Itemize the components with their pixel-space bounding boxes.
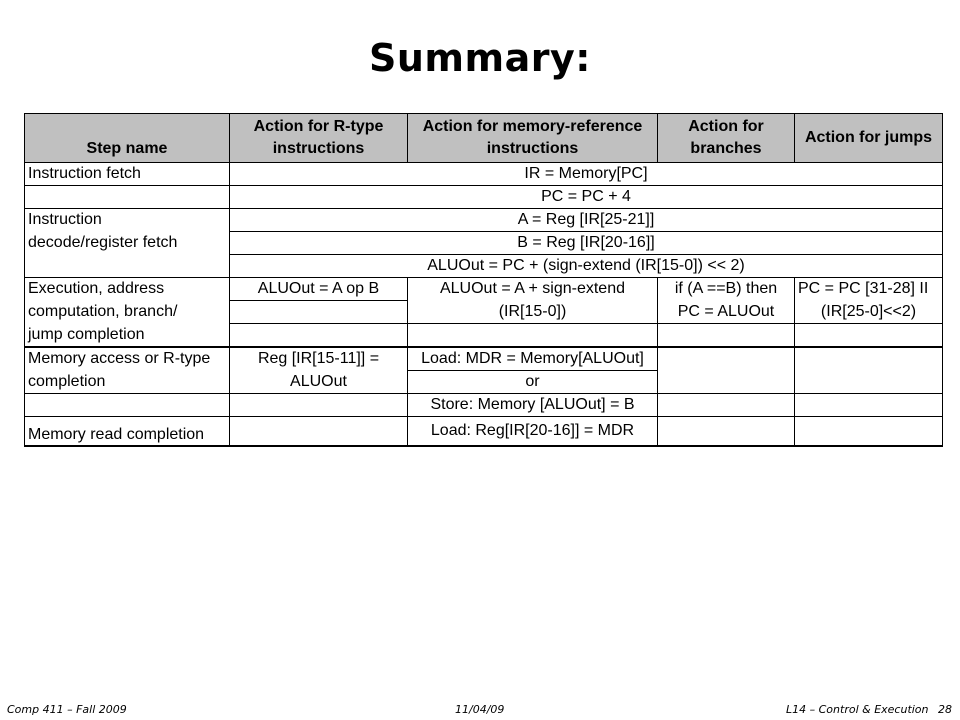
r-type-action: ALUOut <box>230 371 408 394</box>
branch-action: if (A ==B) then <box>658 278 795 301</box>
table-row <box>25 232 943 255</box>
jump-action: PC = PC [31-28] II <box>795 278 943 301</box>
header-step-name: Step name <box>25 114 230 163</box>
table-row <box>25 255 943 278</box>
jump-action: (IR[25-0]<<2) <box>795 301 943 324</box>
empty-cell <box>658 347 795 371</box>
footer-course: Comp 411 – Fall 2009 <box>7 703 127 716</box>
step-name: Memory access or R-type <box>25 347 230 371</box>
footer-page-number: 28 <box>938 703 952 716</box>
empty-cell <box>795 371 943 394</box>
empty-cell <box>795 394 943 417</box>
step-name-cont <box>25 186 230 209</box>
summary-table <box>24 113 943 447</box>
empty-cell <box>408 324 658 348</box>
memory-action: Load: MDR = Memory[ALUOut] <box>408 347 658 371</box>
step-name-cont: jump completion <box>25 324 230 348</box>
shared-action: IR = Memory[PC] <box>230 163 943 186</box>
header-jumps: Action for jumps <box>795 114 943 163</box>
memory-action: Load: Reg[IR[20-16]] = MDR <box>408 417 658 447</box>
empty-cell <box>658 417 795 447</box>
step-name: Memory read completion <box>25 417 230 447</box>
empty-cell <box>795 324 943 348</box>
empty-cell <box>230 417 408 447</box>
memory-action: Store: Memory [ALUOut] = B <box>408 394 658 417</box>
shared-action: A = Reg [IR[25-21]] <box>230 209 943 232</box>
table-row <box>25 371 943 394</box>
empty-cell <box>658 371 795 394</box>
shared-action: PC = PC + 4 <box>230 186 943 209</box>
empty-cell <box>795 417 943 447</box>
empty-cell <box>230 324 408 348</box>
memory-action: or <box>408 371 658 394</box>
empty-cell <box>795 347 943 371</box>
memory-action: ALUOut = A + sign-extend <box>408 278 658 301</box>
shared-action: B = Reg [IR[20-16]] <box>230 232 943 255</box>
header-memory-reference: Action for memory-reference instructions <box>408 114 658 163</box>
empty-cell <box>658 324 795 348</box>
r-type-action: ALUOut = A op B <box>230 278 408 301</box>
table-row <box>25 347 943 371</box>
step-name-cont: decode/register fetch <box>25 232 230 255</box>
step-name-cont <box>25 394 230 417</box>
footer-lecture: L14 – Control & Execution <box>786 703 929 716</box>
table-row <box>25 278 943 301</box>
step-name-cont: computation, branch/ <box>25 301 230 324</box>
step-name: Instruction fetch <box>25 163 230 186</box>
slide-title: Summary: <box>369 36 591 80</box>
shared-action: ALUOut = PC + (sign-extend (IR[15-0]) << 2) <box>230 255 943 278</box>
step-name-cont <box>25 255 230 278</box>
table-row <box>25 417 943 447</box>
table-row <box>25 324 943 348</box>
step-name-cont: completion <box>25 371 230 394</box>
empty-cell <box>230 394 408 417</box>
memory-action: (IR[15-0]) <box>408 301 658 324</box>
r-type-action: Reg [IR[15-11]] = <box>230 347 408 371</box>
table-header-row <box>25 114 943 163</box>
empty-cell <box>658 394 795 417</box>
header-r-type: Action for R-type instructions <box>230 114 408 163</box>
r-type-action <box>230 301 408 324</box>
table-row <box>25 163 943 186</box>
branch-action: PC = ALUOut <box>658 301 795 324</box>
table-row <box>25 186 943 209</box>
step-name: Execution, address <box>25 278 230 301</box>
table-row <box>25 209 943 232</box>
header-branches: Action for branches <box>658 114 795 163</box>
table-row <box>25 394 943 417</box>
table-row <box>25 301 943 324</box>
step-name: Instruction <box>25 209 230 232</box>
footer-date: 11/04/09 <box>455 703 505 716</box>
